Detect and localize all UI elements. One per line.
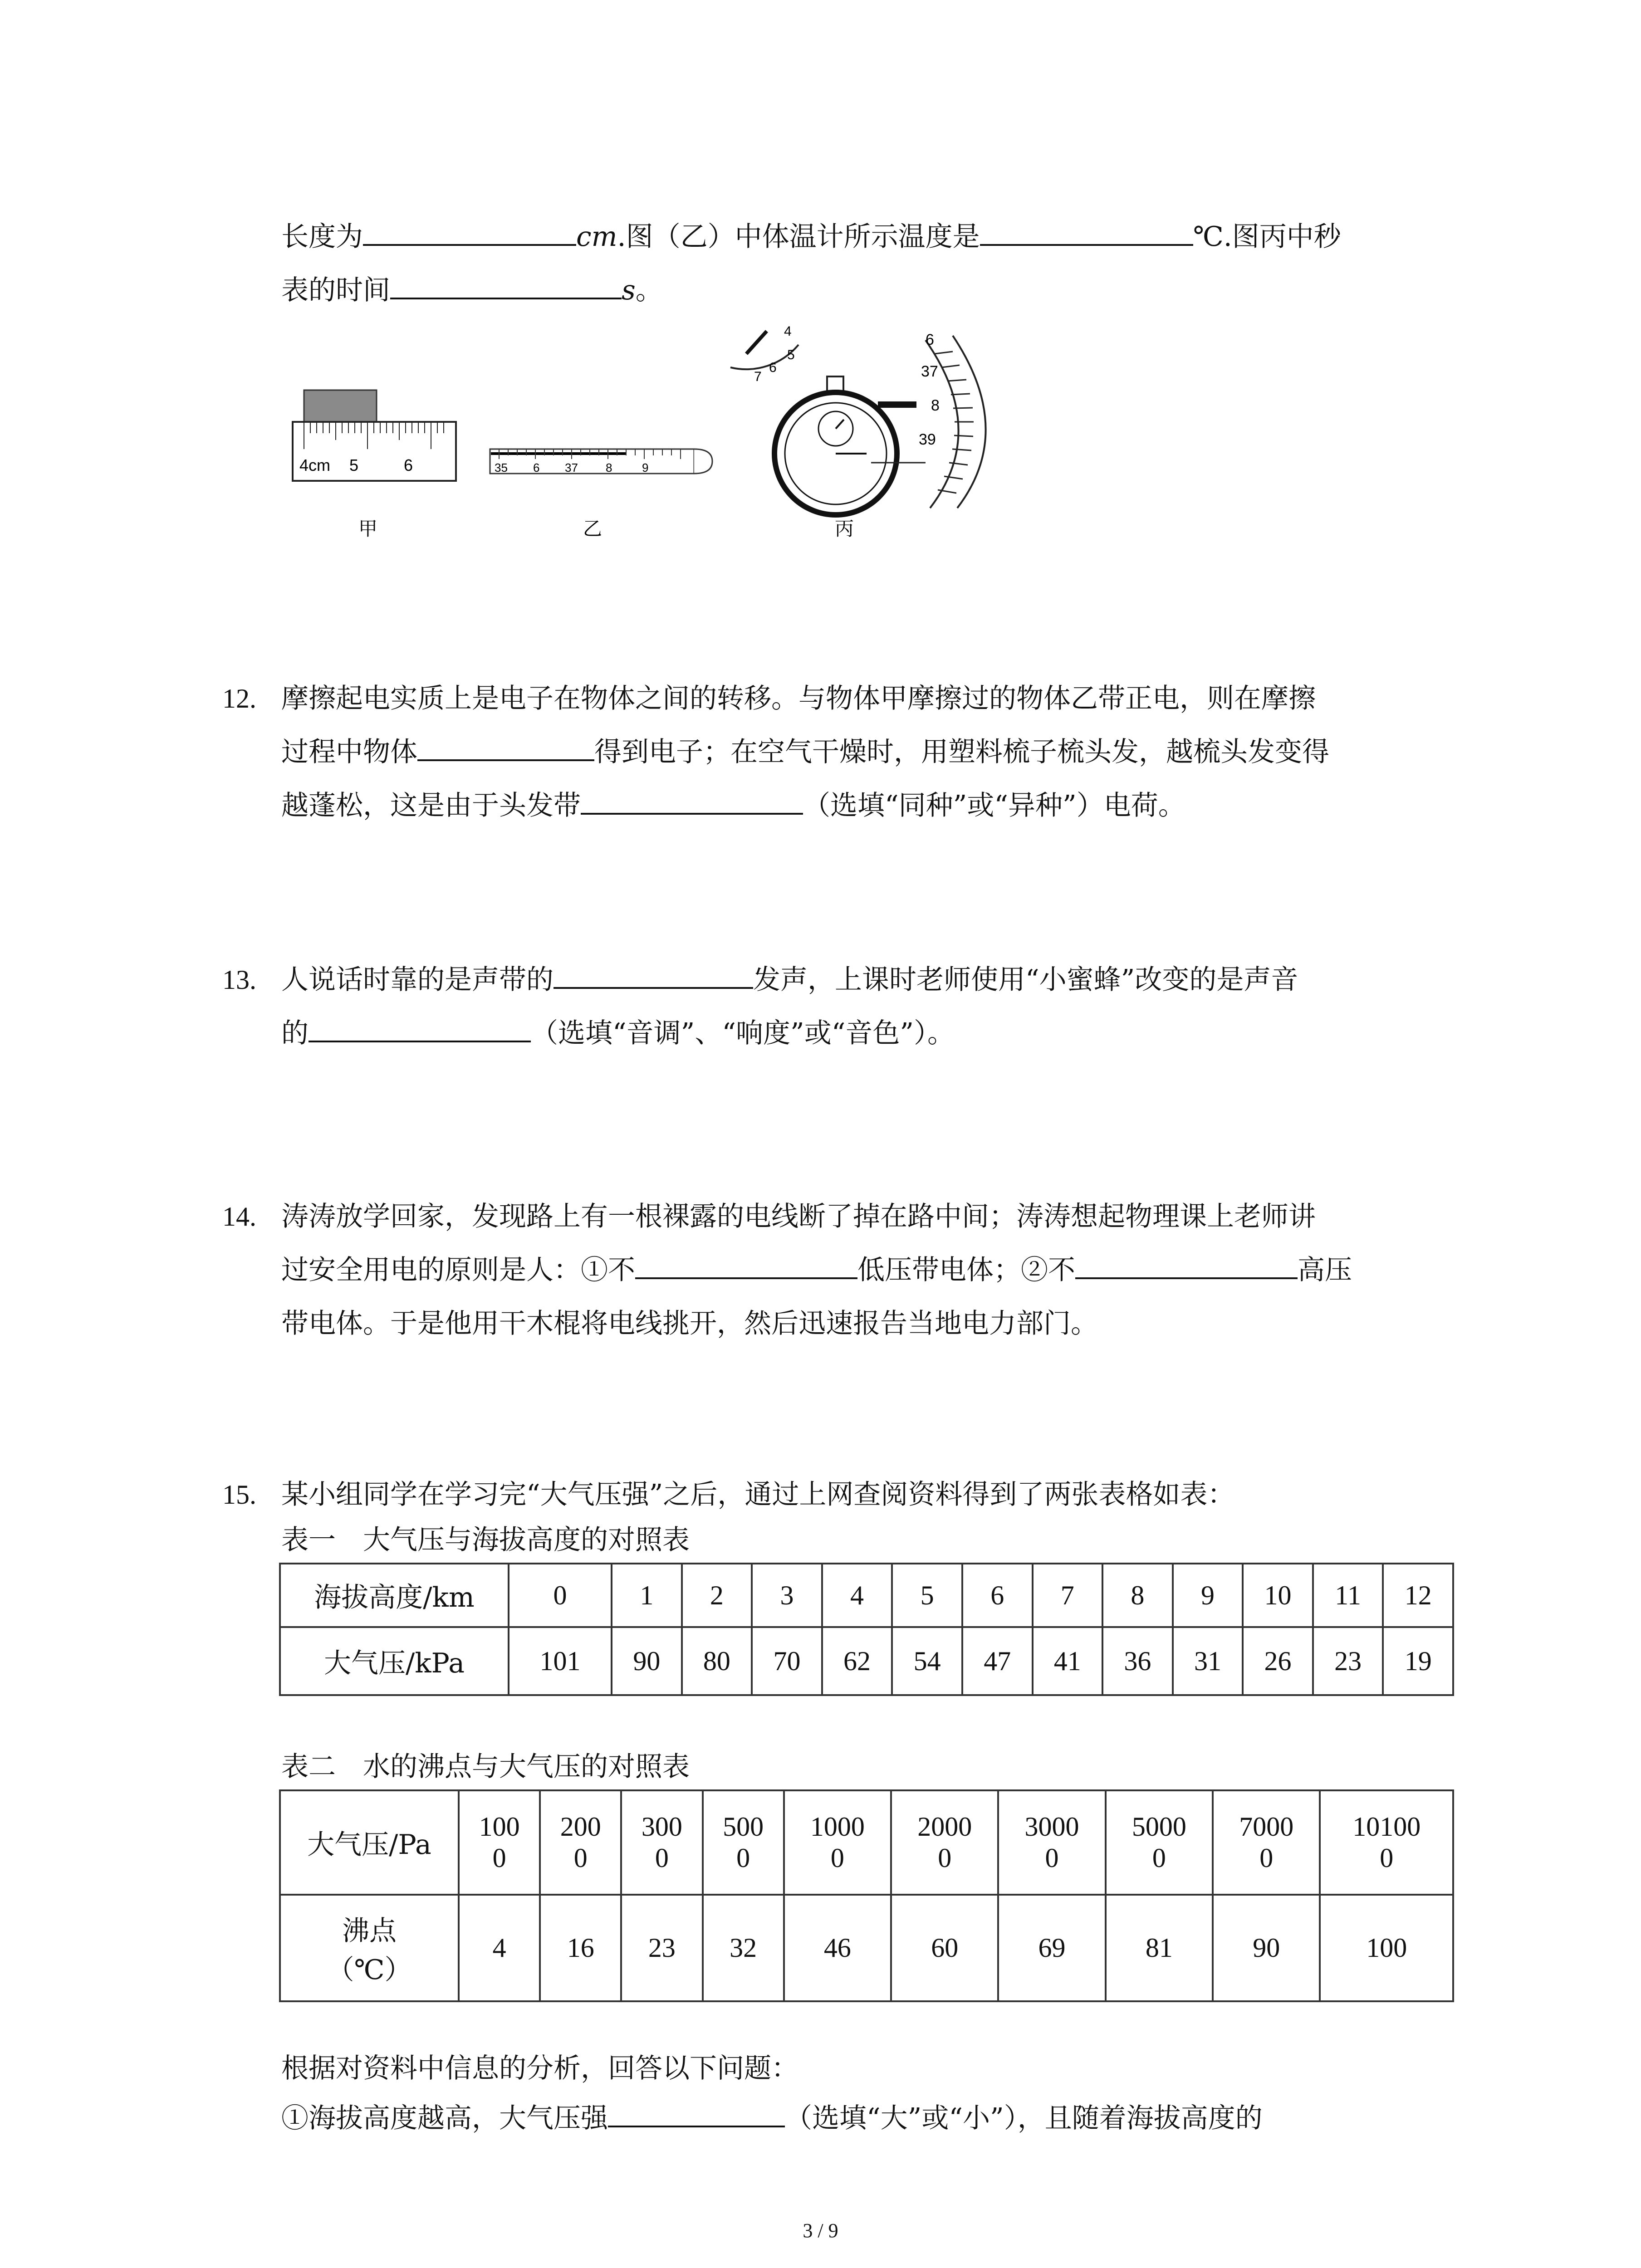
table1-cell: 54 xyxy=(892,1627,962,1695)
table1-cell: 5 xyxy=(892,1564,962,1627)
table1-cell: 41 xyxy=(1033,1627,1103,1695)
table2-cell: 100 xyxy=(1320,1895,1453,2001)
q13-line1: 人说话时靠的是声带的 发声，上课时老师使用“小蜜蜂”改变的是声音 xyxy=(281,962,1298,998)
table1-cell: 36 xyxy=(1102,1627,1173,1695)
ruler-label-5: 5 xyxy=(349,456,359,474)
table1-cell: 8 xyxy=(1102,1564,1173,1627)
scale-label-39: 39 xyxy=(919,431,936,448)
table2-cell: 500 0 xyxy=(703,1790,784,1895)
table1-cell: 62 xyxy=(822,1627,892,1695)
ruler-label-6: 6 xyxy=(404,456,413,474)
q11-text: .图（乙）中体温计所示温度是 xyxy=(617,221,980,253)
thermometer-figure xyxy=(490,449,712,474)
caption-jia: 甲 xyxy=(358,518,378,540)
table1-cell: 23 xyxy=(1313,1627,1383,1695)
table2-row-label: 沸点 （℃） xyxy=(280,1895,459,2001)
table2-row-label: 大气压/Pa xyxy=(280,1790,459,1895)
q15-item1: ①海拔高度越高，大气压强 （选填“大”或“小”），且随着海拔高度的 xyxy=(281,2100,1263,2136)
measured-block xyxy=(304,390,377,422)
answer-blank-length[interactable] xyxy=(363,219,576,246)
answer-blank-high-voltage[interactable] xyxy=(1075,1252,1298,1279)
pointer-arrow xyxy=(878,401,916,408)
table2-cell: 60 xyxy=(891,1895,998,2001)
q12-line1: 摩擦起电实质上是电子在物体之间的转移。与物体甲摩擦过的物体乙带正电，则在摩擦 xyxy=(281,683,1316,714)
table1-altitude-pressure xyxy=(279,1563,1454,1696)
zoom-label-7: 7 xyxy=(754,369,762,384)
table1-cell: 47 xyxy=(962,1627,1033,1695)
table1-cell: 101 xyxy=(509,1627,612,1695)
table2-cell: 81 xyxy=(1106,1895,1213,2001)
table1-cell: 9 xyxy=(1173,1564,1243,1627)
table1-cell: 19 xyxy=(1383,1627,1453,1695)
table1-caption: 表一 大气压与海拔高度的对照表 xyxy=(281,1524,690,1556)
q11-figure xyxy=(281,318,940,553)
table1-cell: 7 xyxy=(1033,1564,1103,1627)
scale-label-37: 37 xyxy=(921,363,938,380)
q12-number: 12. xyxy=(222,684,256,714)
q11-line1 xyxy=(281,219,1341,255)
table2-cell: 10100 0 xyxy=(1320,1790,1453,1895)
table2-cell: 3000 0 xyxy=(998,1790,1105,1895)
table2-cell: 300 0 xyxy=(621,1790,702,1895)
q15-analysis: 根据对资料中信息的分析，回答以下问题： xyxy=(281,2053,798,2084)
scale-ticks xyxy=(935,352,974,493)
table1-cell: 6 xyxy=(962,1564,1033,1627)
answer-blank-low-voltage[interactable] xyxy=(635,1252,857,1279)
table2-cell: 2000 0 xyxy=(891,1790,998,1895)
answer-blank-vibration[interactable] xyxy=(554,962,753,989)
thermo-label-37: 37 xyxy=(565,461,578,474)
q12-line3: 越蓬松，这是由于头发带 （选填“同种”或“异种”）电荷。 xyxy=(281,787,1185,824)
table2-cell: 46 xyxy=(784,1895,891,2001)
table1-cell: 31 xyxy=(1173,1627,1243,1695)
q14-line2: 过安全用电的原则是人：①不 低压带电体；②不 高压 xyxy=(281,1252,1352,1288)
table1-cell: 26 xyxy=(1243,1627,1313,1695)
stopwatch-figure xyxy=(730,324,916,515)
answer-blank-time[interactable] xyxy=(390,272,622,299)
thermo-label-35: 35 xyxy=(495,461,508,474)
zoom-label-6: 6 xyxy=(769,360,777,375)
thermo-label-6: 6 xyxy=(533,461,540,474)
table2-cell: 1000 0 xyxy=(784,1790,891,1895)
zoom-needle xyxy=(746,331,767,354)
table1-cell: 4 xyxy=(822,1564,892,1627)
ruler-label-4cm: 4cm xyxy=(299,456,331,474)
unit-cm: cm xyxy=(576,221,617,253)
answer-blank-object[interactable] xyxy=(417,734,594,761)
zoom-label-4: 4 xyxy=(784,324,792,339)
table1-cell: 12 xyxy=(1383,1564,1453,1627)
table1-cell: 2 xyxy=(682,1564,752,1627)
q15-intro: 某小组同学在学习完“大气压强”之后，通过上网查阅资料得到了两张表格如表： xyxy=(281,1479,1235,1510)
zoom-label-5: 5 xyxy=(787,347,795,362)
table1-cell: 10 xyxy=(1243,1564,1313,1627)
table1-cell: 0 xyxy=(509,1564,612,1627)
table1-row-pressure xyxy=(280,1627,1453,1695)
scale-label-6: 6 xyxy=(926,331,934,348)
caption-yi: 乙 xyxy=(583,518,603,540)
table2-caption: 表二 水的沸点与大气压的对照表 xyxy=(281,1751,690,1783)
q11-text: 长度为 xyxy=(281,221,363,253)
unit-s: s xyxy=(622,274,636,306)
q13-line2: 的 （选填“音调”、“响度”或“音色”）。 xyxy=(281,1015,955,1051)
table2-pressure-boiling xyxy=(279,1789,1454,2002)
table2-cell: 100 0 xyxy=(459,1790,540,1895)
table2-row-boiling xyxy=(280,1895,1453,2001)
page-number: 3 / 9 xyxy=(803,2219,838,2242)
table2-cell: 16 xyxy=(540,1895,621,2001)
table2-cell: 32 xyxy=(703,1895,784,2001)
q13-number: 13. xyxy=(222,965,256,995)
caption-bing: 丙 xyxy=(835,518,854,540)
table1-row-altitude xyxy=(280,1564,1453,1627)
scale-label-8: 8 xyxy=(931,397,940,414)
thermometer-bulb xyxy=(694,449,712,474)
q14-number: 14. xyxy=(222,1202,256,1232)
table2-cell: 23 xyxy=(621,1895,702,2001)
table1-row-label: 大气压/kPa xyxy=(280,1627,509,1695)
table2-cell: 7000 0 xyxy=(1213,1790,1320,1895)
thermo-label-9: 9 xyxy=(642,461,649,474)
table2-cell: 4 xyxy=(459,1895,540,2001)
table1-cell: 11 xyxy=(1313,1564,1383,1627)
q11-line2: 表的时间 s。 xyxy=(281,272,663,308)
table1-cell: 1 xyxy=(612,1564,682,1627)
q14-line1: 涛涛放学回家，发现路上有一根裸露的电线断了掉在路中间；涛涛想起物理课上老师讲 xyxy=(281,1201,1316,1232)
q11-text: ℃.图丙中秒 xyxy=(1193,221,1341,253)
table1-cell: 70 xyxy=(752,1627,822,1695)
thermo-label-8: 8 xyxy=(606,461,612,474)
q15-number: 15. xyxy=(222,1480,256,1510)
table2-cell: 69 xyxy=(998,1895,1105,2001)
table1-row-label: 海拔高度/km xyxy=(280,1564,509,1627)
answer-blank-sound-property[interactable] xyxy=(309,1015,531,1042)
q12-line2: 过程中物体 得到电子；在空气干燥时，用塑料梳子梳头发，越梳头发变得 xyxy=(281,734,1329,770)
table1-cell: 90 xyxy=(612,1627,682,1695)
answer-blank-pressure-trend[interactable] xyxy=(608,2100,785,2127)
table1-cell: 80 xyxy=(682,1627,752,1695)
table2-cell: 90 xyxy=(1213,1895,1320,2001)
table2-row-pressure xyxy=(280,1790,1453,1895)
table1-cell: 3 xyxy=(752,1564,822,1627)
ruler-figure xyxy=(293,390,456,481)
q14-line3: 带电体。于是他用干木棍将电线挑开，然后迅速报告当地电力部门。 xyxy=(281,1308,1098,1339)
answer-blank-charge[interactable] xyxy=(581,787,803,815)
table2-cell: 200 0 xyxy=(540,1790,621,1895)
q11-text: 表的时间 xyxy=(281,274,390,306)
table2-cell: 5000 0 xyxy=(1106,1790,1213,1895)
answer-blank-temperature[interactable] xyxy=(980,219,1193,246)
